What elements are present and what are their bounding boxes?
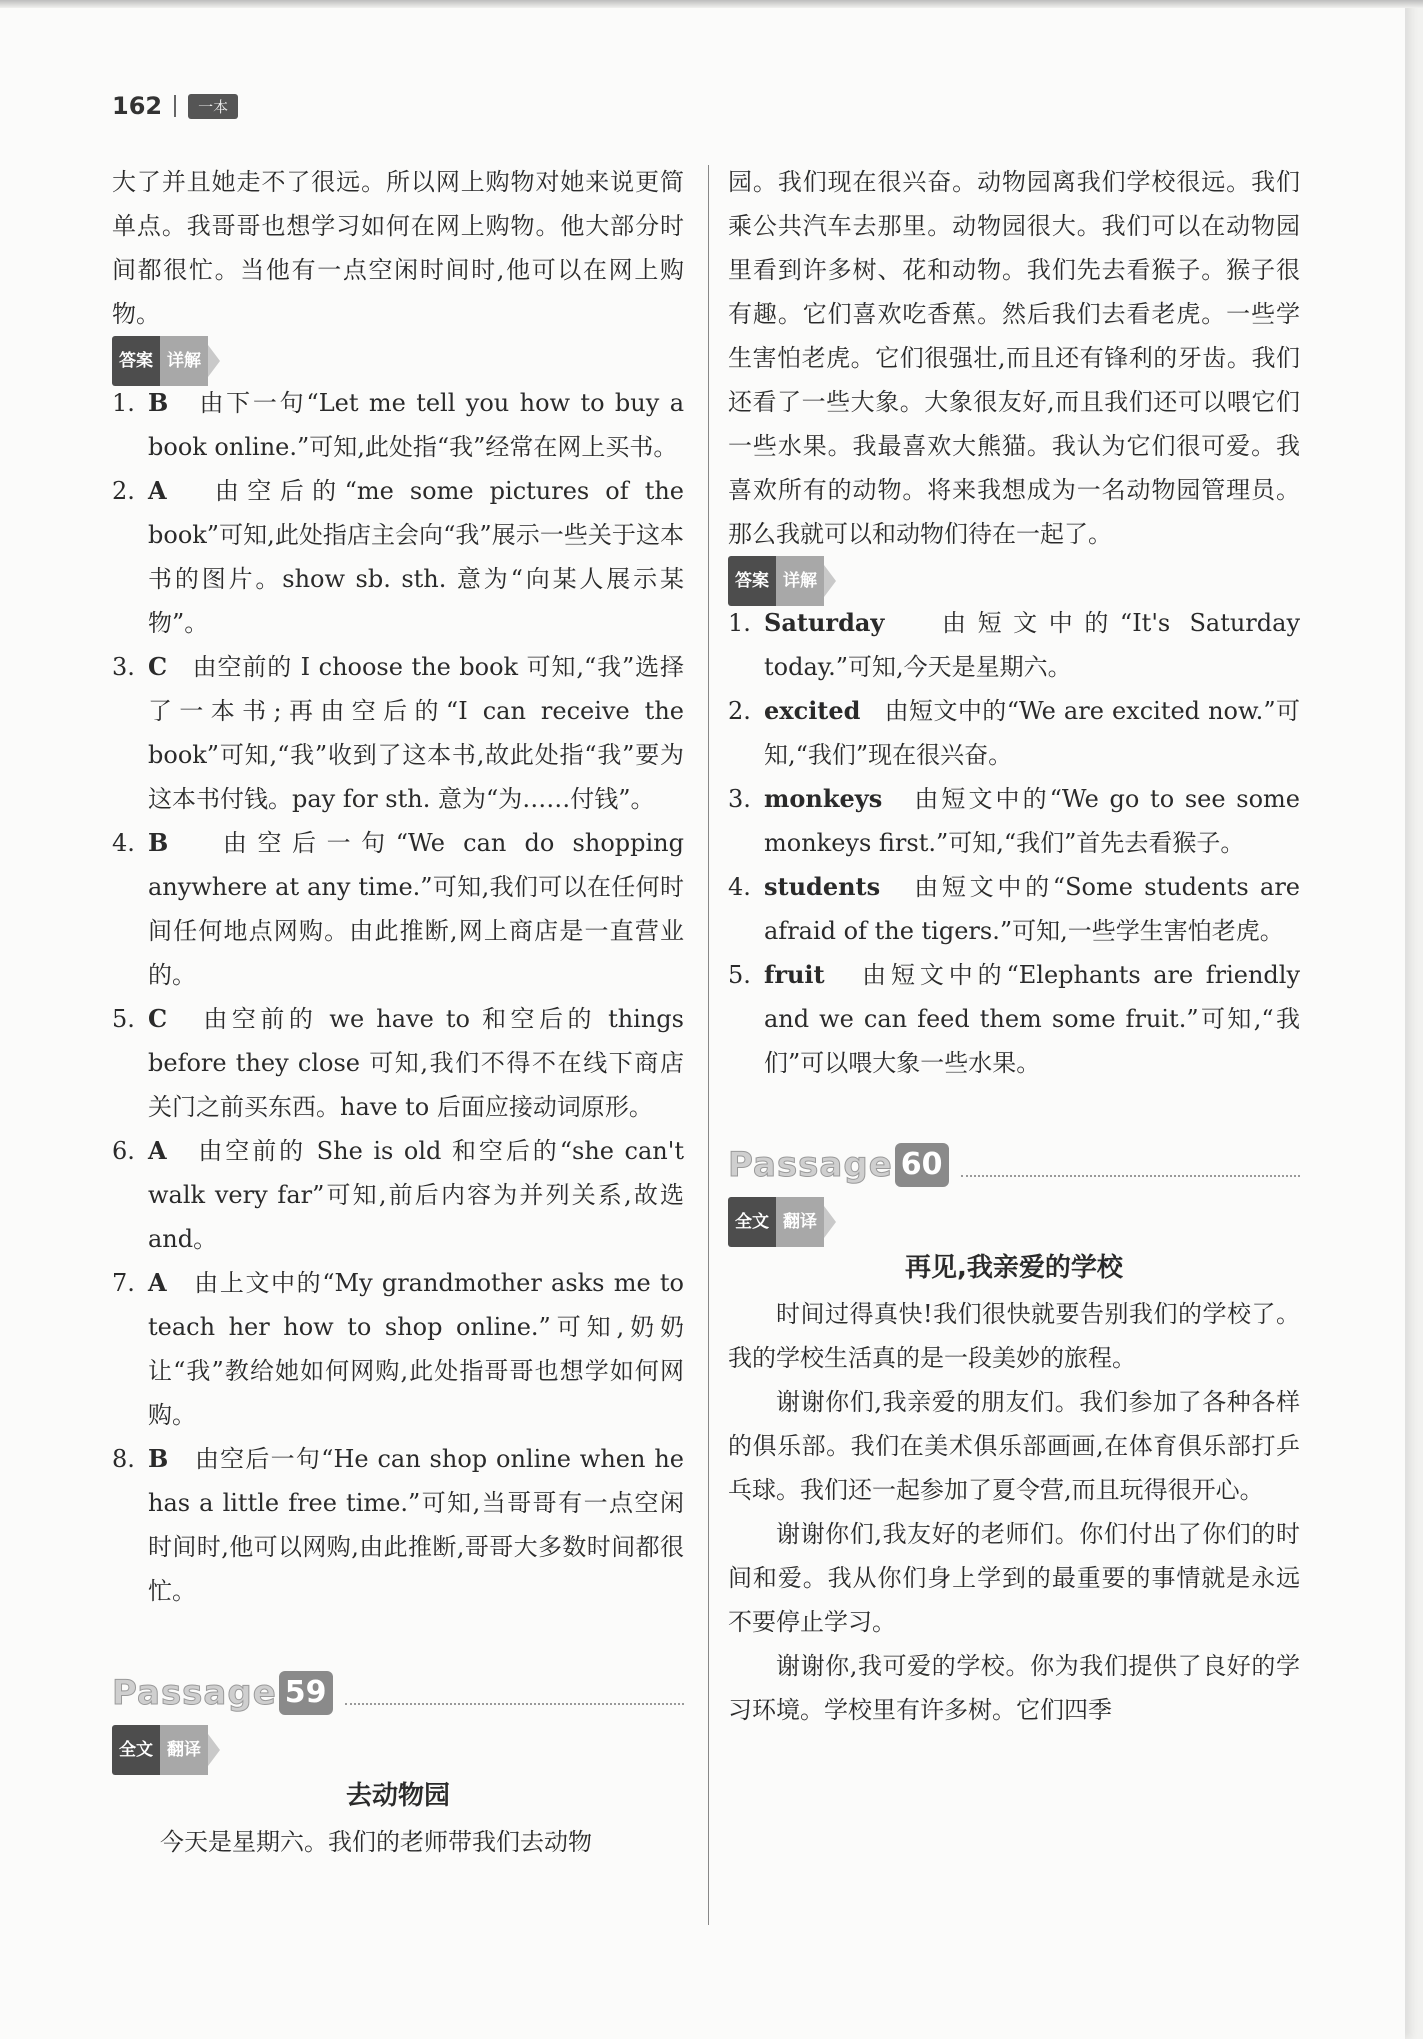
passage-word: Passage — [728, 1145, 893, 1185]
answer-body — [148, 645, 684, 821]
answer-body — [148, 821, 684, 997]
answer-body — [764, 777, 1300, 865]
answer-body — [764, 953, 1300, 1085]
answer-key: B — [148, 388, 169, 417]
passage-59-text-cont: 园。我们现在很兴奋。动物园离我们学校很远。我们乘公共汽车去那里。动物园很大。我们可以在动物园里看到许多树、花和动物。我们先去看猴子。猴子很有趣。它们喜欢吃香蕉。然后我们去看老虎。一些学生害怕老虎。它们很强壮,而且还有锋利的牙齿。我们还看了一些大象。大象很友好,而且我们还可以喂它们一些水果。我最喜欢大熊猫。我认为它们很可爱。我喜欢所有的动物。将来我想成为一名动物园管理员。那么我就可以和动物们待在一起了。 — [728, 168, 1300, 548]
answer-text: 由短文中的“Some students are afraid of the tigers.”可知,一些学生害怕老虎。 — [764, 873, 1300, 945]
answer-item — [112, 1129, 684, 1261]
answer-key: B — [148, 1444, 169, 1473]
tag-part-a: 答案 — [112, 336, 160, 386]
answer-item — [112, 381, 684, 469]
brand-label: 一本 — [188, 94, 238, 119]
passage-59-text-start: 今天是星期六。我们的老师带我们去动物 — [160, 1828, 592, 1856]
answer-key: Saturday — [764, 608, 885, 637]
answer-text: 由空前的 I choose the book 可知,“我”选择了一本书;再由空后的“I can receive the book”可知,“我”收到了这本书,故此处指“我”要为这本书付钱。pay for sth. 意为“为……付钱”。 — [148, 653, 685, 813]
tag-arrow-icon — [208, 1734, 220, 1766]
answer-number: 5. — [112, 1005, 135, 1033]
answer-key: A — [148, 476, 167, 505]
answer-number: 2. — [728, 697, 751, 725]
passage-60-title: 再见,我亲爱的学校 — [905, 1253, 1123, 1283]
answer-number: 2. — [112, 477, 135, 505]
answer-text: 由空前的 She is old 和空后的“she can't walk very far”可知,前后内容为并列关系,故选 and。 — [148, 1137, 685, 1253]
passage58-translation-end: 大了并且她走不了很远。所以网上购物对她来说更简单点。我哥哥也想学习如何在网上购物。他大部分时间都很忙。当他有一点空闲时间时,他可以在网上购物。 — [112, 168, 684, 328]
answer-item — [728, 601, 1300, 689]
full-translation-tag — [728, 1206, 836, 1238]
passage-60-paragraph: 谢谢你们,我友好的老师们。你们付出了你们的时间和爱。我从你们身上学到的最重要的事情就是永远不要停止学习。 — [728, 1520, 1300, 1636]
page-header — [112, 92, 238, 120]
tag-part-a: 全文 — [728, 1197, 776, 1247]
answer-body — [764, 689, 1300, 777]
answer-body — [148, 469, 684, 645]
passage-number: 60 — [895, 1143, 949, 1187]
answer-text: 由空前的 we have to 和空后的 things before they close 可知,我们不得不在线下商店关门之前买东西。have to 后面应接动词原形。 — [148, 1005, 684, 1121]
answer-text: 由空后一句“We can do shopping anywhere at any time.”可知,我们可以在任何时间任何地点网购。由此推断,网上商店是一直营业的。 — [148, 829, 684, 989]
answer-body — [148, 1129, 684, 1261]
answer-text: 由短文中的“We go to see some monkeys first.”可知,“我们”首先去看猴子。 — [764, 785, 1300, 857]
answer-number: 1. — [728, 609, 751, 637]
answer-item — [112, 821, 684, 997]
tag-part-a: 答案 — [728, 556, 776, 606]
answer-explanation-tag — [728, 565, 836, 597]
answer-key: fruit — [764, 960, 825, 989]
answer-body — [148, 381, 684, 469]
passage-59-heading — [112, 1663, 684, 1715]
answer-number: 7. — [112, 1269, 135, 1297]
passage-60-heading — [728, 1135, 1300, 1187]
passage-number: 59 — [279, 1671, 333, 1715]
page-top-edge — [0, 0, 1423, 8]
answer-text: 由上文中的“My grandmother asks me to teach her how to shop online.”可知,奶奶让“我”教给她如何网购,此处指哥哥也想学如何网购。 — [148, 1269, 684, 1429]
answer-number: 3. — [112, 653, 135, 681]
passage-60-paragraph: 谢谢你,我可爱的学校。你为我们提供了良好的学习环境。学校里有许多树。它们四季 — [728, 1652, 1300, 1724]
tag-part-b: 详解 — [776, 556, 824, 606]
answer-item — [112, 469, 684, 645]
passage-59-title: 去动物园 — [345, 1781, 450, 1811]
answer-number: 1. — [112, 389, 135, 417]
answer-item — [728, 865, 1300, 953]
dotted-rule — [345, 1703, 684, 1705]
page-number: 162 — [112, 92, 163, 120]
answer-item — [112, 645, 684, 821]
answer-key: B — [148, 828, 169, 857]
answer-item — [728, 953, 1300, 1085]
answer-key: students — [764, 872, 881, 901]
answer-body — [764, 865, 1300, 953]
answer-item — [112, 1437, 684, 1613]
tag-arrow-icon — [824, 565, 836, 597]
answer-item — [112, 997, 684, 1129]
left-column — [112, 160, 684, 1864]
answer-key: A — [148, 1136, 167, 1165]
answer-number: 5. — [728, 961, 751, 989]
answer-key: A — [148, 1268, 167, 1297]
answer-text: 由短文中的“We are excited now.”可知,“我们”现在很兴奋。 — [764, 697, 1301, 769]
right-column — [728, 160, 1300, 1732]
answer-number: 4. — [112, 829, 135, 857]
answer-text: 由空后一句“He can shop online when he has a little free time.”可知,当哥哥有一点空闲时间时,他可以网购,由此推断,哥哥大多数时间都很忙。 — [148, 1445, 685, 1605]
passage-60-paragraph: 谢谢你们,我亲爱的朋友们。我们参加了各种各样的俱乐部。我们在美术俱乐部画画,在体育俱乐部打乒乓球。我们还一起参加了夏令营,而且玩得很开心。 — [728, 1388, 1300, 1504]
header-separator — [174, 95, 176, 117]
answer-body — [148, 1261, 684, 1437]
answer-list — [728, 601, 1300, 1085]
answer-explanation-tag — [112, 345, 220, 377]
answer-number: 3. — [728, 785, 751, 813]
column-divider — [708, 165, 709, 1925]
answer-text: 由短文中的“It's Saturday today.”可知,今天是星期六。 — [764, 609, 1301, 681]
passage-word: Passage — [112, 1673, 277, 1713]
answer-key: C — [148, 1004, 168, 1033]
answer-item — [112, 1261, 684, 1437]
answer-text: 由短文中的“Elephants are friendly and we can feed them some fruit.”可知,“我们”可以喂大象一些水果。 — [764, 961, 1301, 1077]
answer-number: 6. — [112, 1137, 135, 1165]
dotted-rule — [961, 1175, 1300, 1177]
answer-number: 8. — [112, 1445, 135, 1473]
answer-number: 4. — [728, 873, 751, 901]
tag-part-a: 全文 — [112, 1725, 160, 1775]
passage-60-paragraph: 时间过得真快!我们很快就要告别我们的学校了。我的学校生活真的是一段美妙的旅程。 — [728, 1300, 1300, 1372]
answer-key: C — [148, 652, 168, 681]
tag-part-b: 详解 — [160, 336, 208, 386]
answer-key: excited — [764, 696, 861, 725]
answer-key: monkeys — [764, 784, 883, 813]
answer-text: 由空后的“me some pictures of the book”可知,此处指店主会向“我”展示一些关于这本书的图片。show sb. sth. 意为“向某人展示某物”。 — [148, 477, 685, 637]
answer-body — [764, 601, 1300, 689]
tag-arrow-icon — [208, 345, 220, 377]
tag-arrow-icon — [824, 1206, 836, 1238]
full-translation-tag — [112, 1734, 220, 1766]
answer-body — [148, 1437, 684, 1613]
answer-item — [728, 689, 1300, 777]
answer-list — [112, 381, 684, 1613]
tag-part-b: 翻译 — [160, 1725, 208, 1775]
answer-text: 由下一句“Let me tell you how to buy a book online.”可知,此处指“我”经常在网上买书。 — [148, 389, 684, 461]
answer-item — [728, 777, 1300, 865]
answer-body — [148, 997, 684, 1129]
tag-part-b: 翻译 — [776, 1197, 824, 1247]
